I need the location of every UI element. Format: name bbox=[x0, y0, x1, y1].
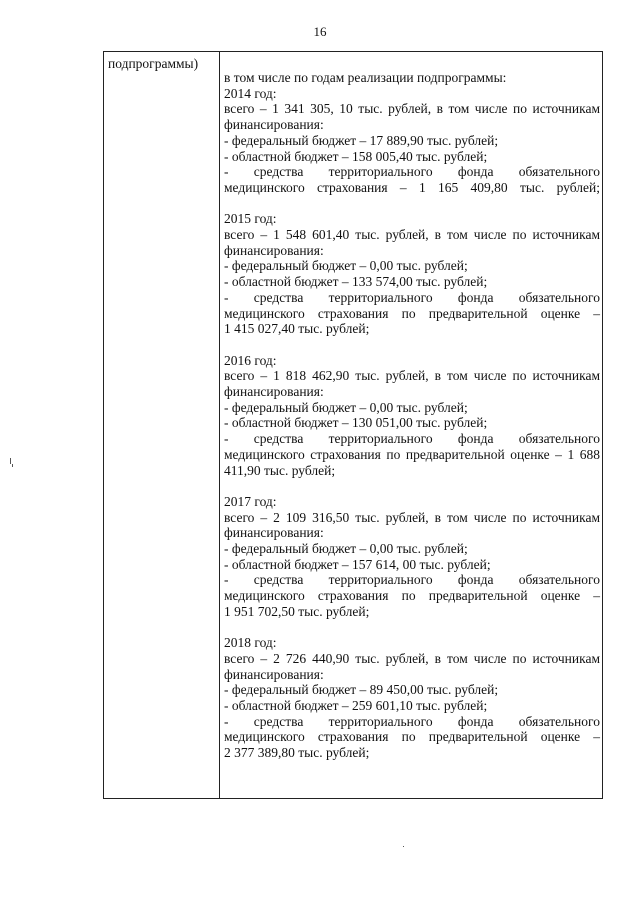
federal-budget-line: - федеральный бюджет – 0,00 тыс. рублей; bbox=[224, 541, 468, 557]
insurance-fund-line-cont: медицинского страхования – 1 165 409,80 тыс. рублей; bbox=[224, 179, 600, 195]
insurance-fund-line-end: 1 951 702,50 тыс. рублей; bbox=[224, 603, 370, 619]
year-block bbox=[224, 635, 600, 761]
insurance-fund-line: - средства территориального фонда обязательного bbox=[224, 713, 600, 729]
total-line: всего – 1 341 305, 10 тыс. рублей, в том числе по источникам bbox=[224, 101, 600, 117]
insurance-fund-line-cont: медицинского страхования по предварительной оценке – 1 688 bbox=[224, 446, 600, 462]
total-line-cont: финансирования: bbox=[224, 384, 324, 400]
years-list bbox=[224, 86, 600, 761]
total-line: всего – 1 818 462,90 тыс. рублей, в том числе по источникам bbox=[224, 368, 600, 384]
insurance-fund-line-end: 1 415 027,40 тыс. рублей; bbox=[224, 321, 370, 337]
insurance-fund-line-end: 2 377 389,80 тыс. рублей; bbox=[224, 745, 370, 761]
year-heading: 2015 год: bbox=[224, 211, 277, 227]
total-line-cont: финансирования: bbox=[224, 117, 324, 133]
year-heading: 2017 год: bbox=[224, 493, 277, 509]
left-cell-text: подпрограммы) bbox=[108, 56, 199, 71]
total-line-cont: финансирования: bbox=[224, 242, 324, 258]
insurance-fund-line-cont: медицинского страхования по предварительной оценке – bbox=[224, 305, 600, 321]
page-number: 16 bbox=[313, 24, 327, 39]
insurance-fund-line-end: 411,90 тыс. рублей; bbox=[224, 462, 336, 478]
intro-line: в том числе по годам реализации подпрограммы: bbox=[224, 70, 507, 85]
insurance-fund-line: - средства территориального фонда обязательного bbox=[224, 431, 600, 447]
year-heading: 2016 год: bbox=[224, 352, 277, 368]
scan-speck bbox=[12, 464, 13, 467]
total-line: всего – 2 109 316,50 тыс. рублей, в том числе по источникам bbox=[224, 509, 600, 525]
regional-budget-line: - областной бюджет – 259 601,10 тыс. рублей; bbox=[224, 698, 488, 714]
financing-table bbox=[103, 51, 603, 799]
year-block bbox=[224, 494, 600, 620]
insurance-fund-line: - средства территориального фонда обязательного bbox=[224, 164, 600, 180]
total-line-cont: финансирования: bbox=[224, 525, 324, 541]
insurance-fund-line: - средства территориального фонда обязательного bbox=[224, 572, 600, 588]
federal-budget-line: - федеральный бюджет – 0,00 тыс. рублей; bbox=[224, 258, 468, 274]
insurance-fund-line: - средства территориального фонда обязательного bbox=[224, 289, 600, 305]
federal-budget-line: - федеральный бюджет – 0,00 тыс. рублей; bbox=[224, 399, 468, 415]
year-block bbox=[224, 353, 600, 479]
scan-speck bbox=[403, 846, 404, 847]
federal-budget-line: - федеральный бюджет – 89 450,00 тыс. рублей; bbox=[224, 682, 499, 698]
regional-budget-line: - областной бюджет – 157 614, 00 тыс. рублей; bbox=[224, 556, 491, 572]
regional-budget-line: - областной бюджет – 133 574,00 тыс. рублей; bbox=[224, 274, 488, 290]
left-cell bbox=[108, 56, 216, 72]
year-heading: 2018 год: bbox=[224, 635, 277, 651]
insurance-fund-line-cont: медицинского страхования по предварительной оценке – bbox=[224, 588, 600, 604]
total-line: всего – 1 548 601,40 тыс. рублей, в том числе по источникам bbox=[224, 227, 600, 243]
federal-budget-line: - федеральный бюджет – 17 889,90 тыс. рублей; bbox=[224, 132, 499, 148]
right-cell bbox=[224, 70, 600, 761]
year-heading: 2014 год: bbox=[224, 85, 277, 101]
regional-budget-line: - областной бюджет – 158 005,40 тыс. рублей; bbox=[224, 148, 488, 164]
year-block bbox=[224, 211, 600, 337]
year-block bbox=[224, 86, 600, 196]
total-line: всего – 2 726 440,90 тыс. рублей, в том числе по источникам bbox=[224, 650, 600, 666]
regional-budget-line: - областной бюджет – 130 051,00 тыс. рублей; bbox=[224, 415, 488, 431]
insurance-fund-line-cont: медицинского страхования по предварительной оценке – bbox=[224, 729, 600, 745]
total-line-cont: финансирования: bbox=[224, 666, 324, 682]
scan-speck bbox=[10, 458, 11, 464]
column-divider bbox=[219, 52, 220, 798]
